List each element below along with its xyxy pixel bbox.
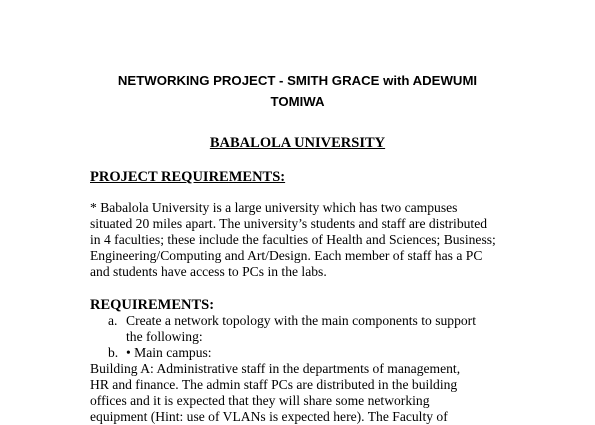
list-item-a [90, 313, 510, 329]
building-line: HR and finance. The admin staff PCs are distributed in the building [90, 377, 458, 392]
intro-line: Engineering/Computing and Art/Design. Each member of staff has a PC [90, 248, 483, 263]
list-item-a-continuation: the following: [126, 329, 203, 344]
requirements-heading: REQUIREMENTS: [90, 297, 215, 313]
building-line: equipment (Hint: use of VLANs is expected here). The Faculty of [90, 409, 448, 424]
intro-paragraph [90, 200, 510, 280]
list-marker: b. [108, 345, 119, 360]
intro-line: in 4 faculties; these include the faculties of Health and Sciences; Business; [90, 232, 496, 247]
building-line: Building A: Administrative staff in the departments of management, [90, 361, 461, 376]
building-line: offices and it is expected that they will share some networking [90, 393, 430, 408]
intro-line: and students have access to PCs in the labs. [90, 264, 327, 279]
list-item-text: • Main campus: [126, 345, 212, 360]
intro-line: * Babalola University is a large university which has two campuses [90, 200, 458, 215]
list-marker: a. [108, 313, 118, 328]
title-line-2: TOMIWA [270, 94, 325, 109]
project-requirements-heading: PROJECT REQUIREMENTS: [90, 169, 286, 185]
requirements-list [90, 313, 510, 425]
intro-line: situated 20 miles apart. The university’s students and staff are distributed [90, 216, 488, 231]
list-item-b [90, 345, 510, 361]
title-line-1: NETWORKING PROJECT - SMITH GRACE with ADEWUMI [117, 73, 478, 88]
university-heading: BABALOLA UNIVERSITY [209, 135, 386, 151]
list-item-text: Create a network topology with the main components to support [126, 313, 476, 328]
document-title [90, 70, 505, 112]
